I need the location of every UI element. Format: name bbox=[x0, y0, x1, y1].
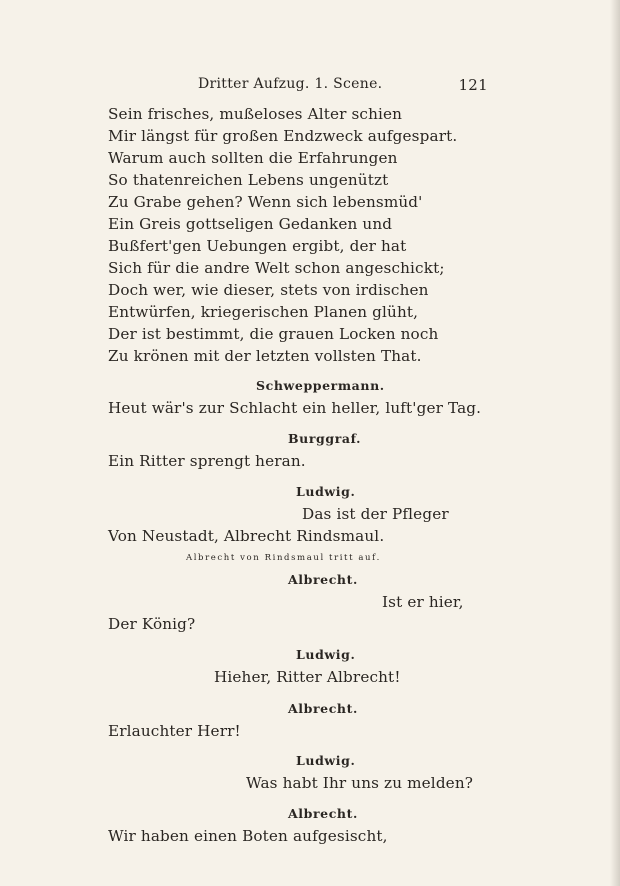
verse-line: Bußfert'gen Uebungen ergibt, der hat bbox=[108, 237, 407, 255]
dialogue-line: Ein Ritter sprengt heran. bbox=[108, 452, 306, 470]
verse-line: Sich für die andre Welt schon angeschickt; bbox=[108, 259, 445, 277]
dialogue-line: Hieher, Ritter Albrecht! bbox=[214, 668, 401, 686]
dialogue-line: Erlauchter Herr! bbox=[108, 722, 241, 740]
verse-line: So thatenreichen Lebens ungenützt bbox=[108, 171, 389, 189]
dialogue-line: Wir haben einen Boten aufgesischt, bbox=[108, 827, 388, 845]
page-number: 121 bbox=[458, 76, 488, 94]
verse-line: Doch wer, wie dieser, stets von irdischen bbox=[108, 281, 429, 299]
speaker-name: Albrecht. bbox=[288, 572, 358, 587]
verse-line: Sein frisches, mußeloses Alter schien bbox=[108, 105, 403, 123]
verse-line: Zu krönen mit der letzten vollsten That. bbox=[108, 347, 422, 365]
dialogue-line: Was habt Ihr uns zu melden? bbox=[246, 774, 474, 792]
verse-line: Mir längst für großen Endzweck aufgespart. bbox=[108, 127, 458, 145]
dialogue-line: Ist er hier, bbox=[382, 593, 464, 611]
speaker-name: Burggraf. bbox=[288, 431, 362, 446]
speaker-name: Ludwig. bbox=[296, 753, 356, 768]
dialogue-line: Das ist der Pfleger bbox=[302, 505, 449, 523]
page-header bbox=[108, 76, 488, 96]
dialogue-line: Heut wär's zur Schlacht ein heller, luft'ger Tag. bbox=[108, 399, 482, 417]
stage-direction: Albrecht von Rindsmaul tritt auf. bbox=[186, 553, 381, 563]
verse-line: Der ist bestimmt, die grauen Locken noch bbox=[108, 325, 439, 343]
page-edge-shadow bbox=[610, 0, 620, 886]
speaker-name: Ludwig. bbox=[296, 647, 356, 662]
speaker-name: Albrecht. bbox=[288, 701, 358, 716]
speaker-name: Ludwig. bbox=[296, 484, 356, 499]
verse-line: Warum auch sollten die Erfahrungen bbox=[108, 149, 398, 167]
dialogue-line: Der König? bbox=[108, 615, 196, 633]
dialogue-line: Von Neustadt, Albrecht Rindsmaul. bbox=[108, 527, 385, 545]
speaker-name: Albrecht. bbox=[288, 806, 358, 821]
verse-line: Entwürfen, kriegerischen Planen glüht, bbox=[108, 303, 419, 321]
speaker-name: Schweppermann. bbox=[256, 378, 385, 393]
running-head: Dritter Aufzug. 1. Scene. bbox=[198, 76, 383, 92]
verse-line: Ein Greis gottseligen Gedanken und bbox=[108, 215, 393, 233]
verse-line: Zu Grabe gehen? Wenn sich lebensmüd' bbox=[108, 193, 423, 211]
